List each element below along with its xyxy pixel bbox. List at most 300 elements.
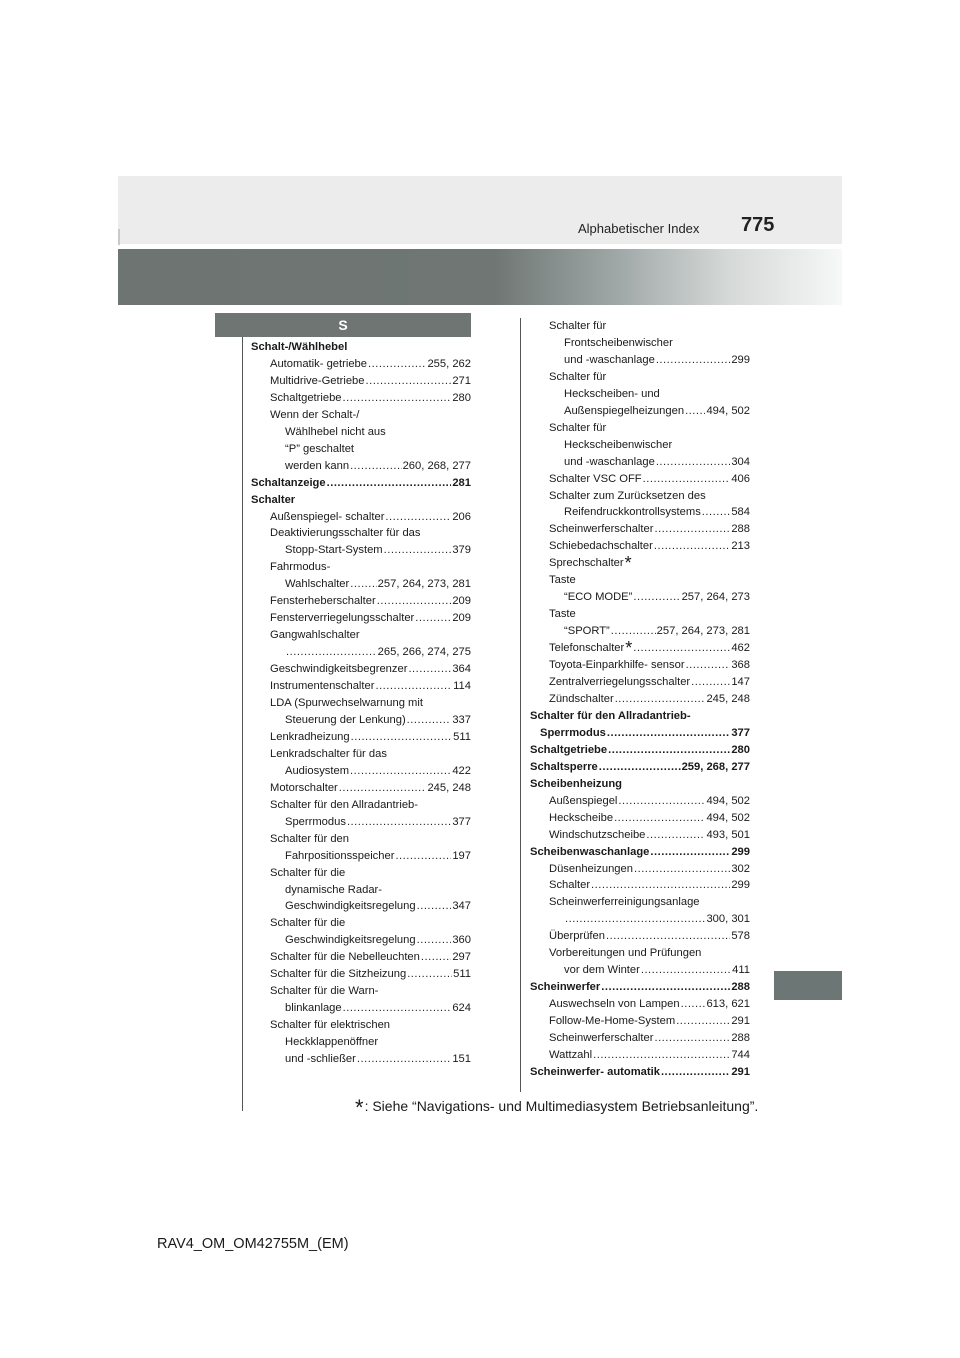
index-entry [530,420,750,437]
index-entry-label: Fensterverriegelungsschalter [270,612,415,625]
index-entry-pages: 209 [452,612,471,625]
index-entry-label: Scheinwerferreinigungsanlage [549,896,700,909]
leader-dots [357,1051,451,1068]
index-entry-label: Geschwindigkeitsregelung [285,934,416,947]
index-entry [251,458,471,475]
page-number: 775 [741,214,775,236]
leader-dots [347,814,451,831]
header-rule [118,229,120,245]
index-entry-label: Zündschalter [549,692,614,705]
index-entry [530,691,750,708]
index-entry-pages: 347 [452,900,471,913]
index-entry [530,742,750,759]
index-entry [251,356,471,373]
index-entry [251,593,471,610]
leader-dots [350,763,451,780]
leader-dots [343,1000,452,1017]
index-entry [251,882,471,899]
index-entry [530,369,750,386]
index-entry [251,780,471,797]
section-letter-bar [215,313,471,337]
index-entry-label: Fahrmodus- [270,561,331,574]
index-entry-pages: 624 [452,1002,471,1015]
index-entry-pages: 257, 264, 273, 281 [377,578,471,591]
index-entry [530,335,750,352]
index-entry [530,844,750,861]
index-entry [530,996,750,1013]
index-entry-label: Schaltsperre [530,760,598,773]
leader-dots [415,610,451,627]
index-entry [530,1047,750,1064]
index-entry [251,1051,471,1068]
index-entry-pages: 257, 264, 273 [681,591,750,604]
index-entry [530,623,750,640]
index-entry-label: Geschwindigkeitsbegrenzer [270,663,408,676]
index-entry-label: Scheibenheizung [530,777,622,790]
index-entry [251,831,471,848]
index-entry [251,407,471,424]
index-entry [530,708,750,725]
index-entry-pages: 281 [452,476,471,489]
leader-dots [608,742,730,759]
index-entry [530,1030,750,1047]
index-entry-label: Schalter VSC OFF [549,472,642,485]
index-entry-label: Schaltgetriebe [270,391,342,404]
index-entry-label: Reifendruckkontrollsystems [564,506,701,519]
index-entry-pages: 511 [453,730,471,743]
index-entry-pages: 288 [731,981,750,994]
leader-dots [646,827,705,844]
index-entry-label: Schalt-/Wählhebel [251,341,348,353]
index-entry [251,390,471,407]
index-entry [530,589,750,606]
index-entry [530,403,750,420]
index-entry [251,441,471,458]
leader-dots [676,1013,730,1030]
index-entry-label: Scheinwerferschalter [549,523,654,536]
index-entry-label: Heckscheibenwischer [564,438,673,451]
index-entry [251,492,471,509]
leader-dots [681,996,706,1013]
index-entry [530,962,750,979]
footnote-text: : Siehe “Navigations- und Multimediasystem Betriebsanleitung”. [364,1098,759,1114]
index-entry-label: Sprechschalter [549,557,624,570]
index-entry-label: Toyota-Einparkhilfe- sensor [549,659,685,672]
leader-dots [385,509,451,526]
index-column-right [530,318,750,1081]
index-entry [530,521,750,538]
index-entry-pages: 280 [731,743,750,756]
index-entry [530,759,750,776]
index-entry [251,695,471,712]
index-entry-pages: 257, 264, 273, 281 [656,625,750,638]
chapter-side-tab [774,971,842,1000]
index-entry-label: Follow-Me-Home-System [549,1015,676,1028]
index-entry-label: Lenkradheizung [270,730,350,743]
index-entry [530,488,750,505]
index-entry-pages: 291 [731,1065,750,1078]
index-entry-label: Audiosystem [285,764,350,777]
index-entry [251,576,471,593]
index-entry [530,572,750,589]
index-entry [530,657,750,674]
index-entry-pages: 462 [731,642,750,655]
index-entry [530,979,750,996]
index-entry-pages: 299 [731,879,750,892]
index-entry-label: Motorschalter [270,781,338,794]
index-entry-pages: 271 [452,374,471,387]
index-entry [251,865,471,882]
leader-dots [565,911,705,928]
index-entry [530,894,750,911]
index-entry-pages: 744 [731,1048,750,1061]
index-entry-pages: 213 [731,540,750,553]
index-entry-label: Schalter für die [270,866,346,879]
index-entry [251,932,471,949]
index-entry [251,1000,471,1017]
index-entry-label: Scheibenwaschanlage [530,845,650,858]
index-entry [530,793,750,810]
leader-dots [643,471,731,488]
index-entry-label: Schalter [251,493,296,506]
index-entry [251,525,471,542]
index-entry-label: und -waschanlage [564,455,655,468]
index-entry: Telefonschalter * ..... 462 [530,640,750,657]
index-entry-pages: 288 [731,523,750,536]
index-entry-pages: 337 [452,713,471,726]
leader-dots [686,657,731,674]
index-entry-label: Düsenheizungen [549,862,633,875]
index-entry [251,966,471,983]
index-entry [530,454,750,471]
index-entry-label: “ECO MODE” [564,591,633,604]
index-entry-label: werden kann [285,459,350,472]
index-entry [251,763,471,780]
index-entry [251,983,471,1000]
index-entry-label: Wählhebel nicht aus [285,425,386,438]
index-entry-pages: 291 [731,1015,750,1028]
index-entry-label: Auswechseln von Lampen [549,998,680,1011]
index-entry-label: Schalter für [549,320,607,332]
index-entry-pages: 260, 268, 277 [402,459,471,472]
leader-dots [599,759,681,776]
index-entry-label: Taste [549,574,576,587]
leader-dots [417,932,452,949]
index-entry-label: Gangwahlschalter [270,629,360,642]
index-entry-label: Schalter für den Allradantrieb- [270,798,419,811]
index-entry [251,424,471,441]
index-entry-pages: 280 [452,391,471,404]
index-entry-pages: 245, 248 [427,781,471,794]
index-entry: Sprechschalter * [549,553,632,574]
index-entry [251,475,471,492]
column-divider-left [242,337,243,1111]
index-column-left [251,339,471,1068]
leader-dots [343,390,452,407]
index-entry [251,1034,471,1051]
index-entry [530,538,750,555]
leader-dots [606,928,730,945]
leader-dots [286,644,377,661]
index-entry [530,674,750,691]
index-entry-pages: 114 [453,680,471,693]
index-entry [251,373,471,390]
index-entry-pages: 578 [731,930,750,943]
index-entry [251,814,471,831]
index-entry [530,861,750,878]
index-entry [530,1064,750,1081]
index-entry [251,627,471,644]
leader-dots [650,844,730,861]
index-entry-pages: 299 [731,845,750,858]
leader-dots [591,877,730,894]
index-entry-label: Schalter für [549,421,607,434]
leader-dots [634,861,730,878]
index-entry [530,386,750,403]
leader-dots [618,793,705,810]
index-entry-label: Scheinwerfer- automatik [530,1065,660,1078]
leader-dots [641,962,731,979]
leader-dots [614,810,705,827]
index-entry-pages: 209 [452,595,471,608]
index-entry [530,606,750,623]
index-entry [251,898,471,915]
index-entry-label: Heckscheibe [549,811,614,824]
index-entry [251,542,471,559]
leader-dots [417,898,452,915]
index-entry-label: “SPORT” [564,625,610,638]
index-entry-label: Lenkradschalter für das [270,747,387,760]
leader-dots [654,538,730,555]
index-entry-pages: 377 [731,726,750,739]
index-entry [251,509,471,526]
index-entry-label: Scheinwerferschalter [549,1032,654,1045]
index-entry-label: Stopp-Start-System [285,544,383,557]
index-entry-label: Automatik- getriebe [270,357,368,370]
leader-dots [350,576,376,593]
leader-dots [377,593,452,610]
index-entry-label: Schalter für elektrischen [270,1019,391,1032]
index-entry-pages: 300, 301 [706,913,750,926]
index-entry-label: Wattzahl [549,1048,593,1061]
index-entry [251,848,471,865]
index-entry-label: Schaltanzeige [251,476,326,489]
index-entry-label: LDA (Spurwechselwarnung mit [270,697,423,710]
leader-dots [615,691,706,708]
index-entry [530,437,750,454]
index-entry-label: Instrumentenschalter [270,680,375,693]
index-entry-label: Sperrmodus [285,815,346,828]
index-entry [251,729,471,746]
index-entry-pages: 368 [731,659,750,672]
index-entry [251,644,471,661]
index-entry-label: Multidrive-Getriebe [270,374,365,387]
index-entry-label: Schiebedachschalter [549,540,653,553]
index-entry-pages: 511 [453,968,471,981]
index-entry-pages: 206 [452,510,471,523]
leader-dots [350,458,402,475]
index-entry [530,725,750,742]
index-entry [530,318,750,335]
index-entry-label: vor dem Winter [564,964,640,977]
index-entry [251,610,471,627]
leader-dots [633,589,680,606]
document-code: RAV4_OM_OM42755M_(EM) [157,1236,349,1252]
index-entry-pages: 360 [452,934,471,947]
index-entry-pages: 302 [731,862,750,875]
index-entry-label: Fensterheberschalter [270,595,376,608]
leader-dots [384,542,452,559]
index-entry-pages: 613, 621 [706,998,750,1011]
index-entry-pages: 259, 268, 277 [681,760,750,773]
leader-dots [656,454,731,471]
index-entry-label: Windschutzscheibe [549,828,646,841]
index-entry-label: Schalter [549,879,591,892]
index-entry-pages: 255, 262 [427,357,471,370]
index-entry [251,949,471,966]
index-entry [251,746,471,763]
index-entry-pages: 364 [452,663,471,676]
index-entry-label: blinkanlage [285,1002,342,1015]
index-entry [530,810,750,827]
leader-dots [395,848,451,865]
index-entry [530,504,750,521]
index-entry-label: Schalter für [549,370,607,383]
index-entry-label: und -schließer [285,1053,356,1066]
index-entry-pages: 494, 502 [706,794,750,807]
index-entry-label: Wahlschalter [285,578,350,591]
chapter-gradient-band [118,249,842,305]
index-entry-pages: 494, 502 [706,811,750,824]
index-entry-label: Schalter zum Zurücksetzen des [549,489,706,502]
index-entry-pages: 422 [452,764,471,777]
leader-dots [407,712,452,729]
index-entry [530,352,750,369]
index-entry [251,712,471,729]
leader-dots [654,521,730,538]
index-entry-label: Schalter für den Allradantrieb- [530,709,691,722]
index-entry-label: “P” geschaltet [285,442,355,455]
index-entry-label: Fahrpositionsspeicher [285,849,395,862]
index-entry-label: Scheinwerfer [530,981,601,994]
index-entry-pages: 197 [452,849,471,862]
leader-dots [407,966,452,983]
index-entry-pages: 411 [732,964,750,977]
leader-dots [601,979,730,996]
index-entry-pages: 151 [452,1053,471,1066]
index-entry-pages: 379 [452,544,471,557]
leader-dots [339,780,427,797]
leader-dots [375,678,452,695]
index-entry-label: Heckklappenöffner [285,1036,379,1049]
index-entry [530,471,750,488]
index-entry [251,797,471,814]
index-entry-label: Außenspiegel [549,794,618,807]
index-entry-label: Schalter für den [270,832,349,845]
leader-dots [656,352,731,369]
leader-dots [633,640,730,657]
leader-dots [702,504,731,521]
index-entry [530,928,750,945]
index-entry-label: Telefonschalter [549,642,625,655]
index-entry-label: und -waschanlage [564,353,655,366]
footnote-marker: * [355,1095,364,1120]
index-entry-label: Überprüfen [549,930,605,943]
index-entry-pages: 265, 266, 274, 275 [377,646,471,659]
leader-dots [351,729,453,746]
section-letter: S [338,317,348,333]
index-entry [251,678,471,695]
index-entry-label: Schalter für die Warn- [270,985,379,998]
index-entry [530,827,750,844]
index-entry-label: Geschwindigkeitsregelung [285,900,416,913]
index-entry-label: Schalter für die Sitzheizung [270,968,407,981]
index-entry-pages: 406 [731,472,750,485]
leader-dots [685,403,705,420]
index-entry-label: Vorbereitungen und Prüfungen [549,947,702,960]
index-entry-label: Frontscheibenwischer [564,336,673,349]
index-entry [251,915,471,932]
index-entry [530,945,750,962]
index-entry [251,559,471,576]
index-entry [251,339,471,356]
index-entry-label: Steuerung der Lenkung) [285,713,406,726]
leader-dots [607,725,730,742]
index-entry-label: Schalter für die [270,917,346,930]
leader-dots [408,661,451,678]
index-entry-pages: 584 [731,506,750,519]
leader-dots [593,1047,730,1064]
footnote [355,1095,759,1120]
leader-dots [661,1064,730,1081]
leader-dots [691,674,730,691]
index-entry-pages: 299 [731,353,750,366]
index-entry-label: Schalter für die Nebelleuchten [270,951,420,964]
index-entry-pages: 147 [731,676,750,689]
index-entry-pages: 377 [452,815,471,828]
index-entry-pages: 297 [452,951,471,964]
index-entry [530,776,750,793]
page-header-title: Alphabetischer Index [578,221,700,236]
index-entry [251,661,471,678]
leader-dots [368,356,426,373]
index-entry-label: Wenn der Schalt-/ [270,408,360,421]
index-entry [530,877,750,894]
index-entry-label: dynamische Radar- [285,883,383,896]
index-entry-label: Zentralverriegelungsschalter [549,676,691,689]
index-entry-label: Schaltgetriebe [530,743,608,756]
leader-dots [327,475,452,492]
index-entry-pages: 304 [731,455,750,468]
header-band [118,176,842,244]
leader-dots [611,623,656,640]
index-entry-label: Heckscheiben- und [564,387,660,400]
index-entry [530,911,750,928]
index-entry-pages: 494, 502 [706,404,750,417]
index-entry-pages: 245, 248 [706,692,750,705]
index-entry-label: Außenspiegelheizungen [564,404,685,417]
index-entry-label: Sperrmodus [540,726,606,739]
leader-dots [654,1030,730,1047]
index-entry-label: Deaktivierungsschalter für das [270,527,421,540]
index-entry-label: Taste [549,608,576,621]
index-entry-pages: 288 [731,1032,750,1045]
index-entry [530,1013,750,1030]
leader-dots [366,373,452,390]
index-entry [251,1017,471,1034]
column-divider-middle [520,318,521,1092]
index-entry-pages: 493, 501 [706,828,750,841]
